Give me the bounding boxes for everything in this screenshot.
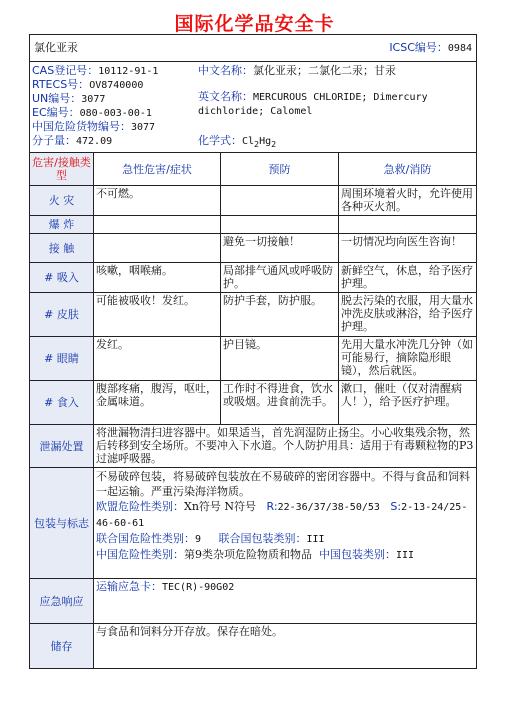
row-prevention-eyes: 护目镜。 xyxy=(221,337,339,381)
row-packaging xyxy=(30,468,477,579)
packaging-text: 不易破碎包装，将易破碎包装放在不易破碎的密闭容器中。不得与食品和饲料一起运输。严重污染海洋物质。 xyxy=(96,470,470,498)
eu-class-value: Xn符号 N符号 xyxy=(184,500,257,513)
storage-text: 与食品和饲料分开存放。保存在暗处。 xyxy=(94,624,477,669)
row-type-fire: 火 灾 xyxy=(30,186,94,216)
row-prevention-skin: 防护手套，防护服。 xyxy=(221,293,339,337)
un-pack-value: III xyxy=(306,534,325,545)
header-row xyxy=(30,35,477,62)
un-label: UN编号： xyxy=(32,92,82,105)
cn-dangerous-goods-value: 3077 xyxy=(131,122,156,133)
emergency-label: 应急响应 xyxy=(30,579,94,624)
formula-label: 化学式： xyxy=(198,134,242,147)
s-label: S: xyxy=(390,500,402,513)
row-type-inhalation: # 吸入 xyxy=(30,263,94,293)
zh-name-label: 中文名称： xyxy=(198,64,253,77)
emergency-card-value: TEC(R)-90G02 xyxy=(162,582,235,593)
row-ingestion xyxy=(30,381,477,425)
en-name-label: 英文名称： xyxy=(198,90,253,103)
row-explosion xyxy=(30,216,477,234)
cn-pack-label: 中国包装类别： xyxy=(319,548,396,561)
row-acute-ingestion: 腹部疼痛，腹泻，呕吐，金属味道。 xyxy=(94,381,221,425)
row-first-aid-inhalation: 新鲜空气，休息，给予医疗护理。 xyxy=(339,263,477,293)
r-label: R: xyxy=(266,500,278,513)
s-value: 2-13-24/25-46-60-61 xyxy=(96,502,468,529)
column-header-row xyxy=(30,153,477,186)
row-prevention-explosion xyxy=(221,216,339,234)
row-inhalation xyxy=(30,263,477,293)
cas-label: CAS登记号： xyxy=(32,64,99,77)
cn-class-label: 中国危险性类别： xyxy=(96,548,184,561)
row-acute-explosion xyxy=(94,216,221,234)
molecular-weight-label: 分子量： xyxy=(32,134,76,147)
row-prevention-contact: 避免一切接触！ xyxy=(221,234,339,263)
rtecs-value: OV8740000 xyxy=(89,80,144,91)
row-type-ingestion: # 食入 xyxy=(30,381,94,425)
row-type-contact: 接 触 xyxy=(30,234,94,263)
col-header-first-aid: 急救/消防 xyxy=(339,153,477,186)
un-pack-label: 联合国包装类别： xyxy=(218,532,307,545)
row-contact xyxy=(30,234,477,263)
row-first-aid-contact: 一切情况均向医生咨询！ xyxy=(339,234,477,263)
row-prevention-inhalation: 局部排气通风或呼吸防护。 xyxy=(221,263,339,293)
row-prevention-fire xyxy=(221,186,339,216)
r-value: 22-36/37/38-50/53 xyxy=(277,502,380,513)
spill-label: 泄漏处置 xyxy=(30,425,94,468)
en-name-value: MERCUROUS CHLORIDE; Dimercury dichloride; Calomel xyxy=(198,92,428,117)
formula: $Cl_2Hg_2$ xyxy=(242,136,277,149)
cn-pack-value: III xyxy=(396,550,415,561)
row-acute-inhalation: 咳嗽，咽喉痛。 xyxy=(94,263,221,293)
spill-text: 将泄漏物清扫进容器中。如果适当，首先润湿防止扬尘。小心收集残余物，然后转移到安全场所。不要冲入下水道。个人防护用具：适用于有毒颗粒物的P3过滤呼吸器。 xyxy=(94,425,477,468)
row-eyes xyxy=(30,337,477,381)
cas-value: 10112-91-1 xyxy=(98,66,159,77)
storage-label: 储存 xyxy=(30,624,94,669)
icsc-value: 0984 xyxy=(447,43,472,54)
un-class-label: 联合国危险性类别： xyxy=(96,532,195,545)
row-prevention-ingestion: 工作时不得进食，饮水或吸烟。进食前洗手。 xyxy=(221,381,339,425)
zh-name-value: 氯化亚汞；二氯化二汞；甘汞 xyxy=(253,64,396,77)
col-header-prevention: 预防 xyxy=(221,153,339,186)
row-type-eyes: # 眼睛 xyxy=(30,337,94,381)
row-fire xyxy=(30,186,477,216)
row-storage xyxy=(30,624,477,669)
chemical-name: 氯化亚汞 xyxy=(34,41,78,54)
un-value: 3077 xyxy=(81,94,106,105)
eu-class-label: 欧盟危险性类别： xyxy=(96,500,184,513)
safety-card-table xyxy=(29,34,477,669)
identity-row xyxy=(30,62,477,153)
packaging-label: 包装与标志 xyxy=(30,468,94,579)
row-acute-skin: 可能被吸收！发红。 xyxy=(94,293,221,337)
row-type-explosion: 爆 炸 xyxy=(30,216,94,234)
row-first-aid-eyes: 先用大量水冲洗几分钟（如可能易行，摘除隐形眼镜），然后就医。 xyxy=(339,337,477,381)
ec-value: 080-003-00-1 xyxy=(79,108,152,119)
row-spill xyxy=(30,425,477,468)
row-acute-contact xyxy=(94,234,221,263)
row-first-aid-explosion xyxy=(339,216,477,234)
row-first-aid-fire: 周围环境着火时，允许使用各种灭火剂。 xyxy=(339,186,477,216)
molecular-weight-value: 472.09 xyxy=(76,136,113,147)
row-acute-fire: 不可燃。 xyxy=(94,186,221,216)
row-emergency xyxy=(30,579,477,624)
row-type-skin: # 皮肤 xyxy=(30,293,94,337)
row-first-aid-ingestion: 漱口，催吐（仅对清醒病人！），给予医疗护理。 xyxy=(339,381,477,425)
un-class-value: 9 xyxy=(195,534,202,545)
col-header-type: 危害/接触类型 xyxy=(30,153,94,186)
cn-class-value: 第9类杂项危险物质和物品 xyxy=(184,548,312,561)
icsc-label: ICSC编号： xyxy=(389,41,448,54)
col-header-acute: 急性危害/症状 xyxy=(94,153,221,186)
rtecs-label: RTECS号： xyxy=(32,78,90,91)
card-title: 国际化学品安全卡 xyxy=(174,13,335,35)
row-skin xyxy=(30,293,477,337)
row-first-aid-skin: 脱去污染的衣服，用大量水冲洗皮肤或淋浴，给予医疗护理。 xyxy=(339,293,477,337)
emergency-card-label: 运输应急卡： xyxy=(96,580,162,593)
cn-dangerous-goods-label: 中国危险货物编号： xyxy=(32,120,131,133)
ec-label: EC编号： xyxy=(32,106,80,119)
row-acute-eyes: 发红。 xyxy=(94,337,221,381)
